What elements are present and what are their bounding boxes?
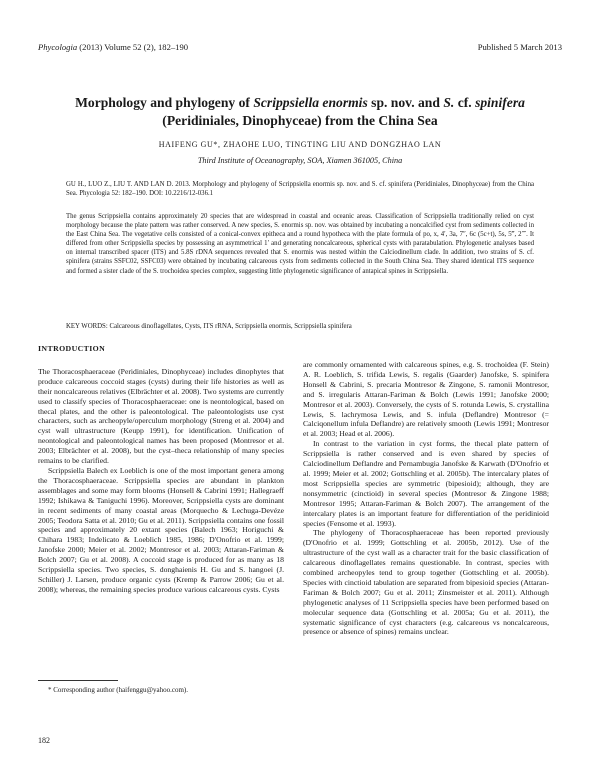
title-species-1: Scrippsiella enormis [253,95,368,110]
keywords-text: Calcareous dinoflagellates, Cysts, ITS rRNA, Scrippsiella enormis, Scrippsiella spinifera [109,323,352,330]
corresponding-author-footnote: * Corresponding author (haifenggu@yahoo.com). [48,686,188,694]
title-prefix: Morphology and phylogeny of [75,95,254,110]
footnote-divider [38,680,118,681]
intro-paragraph-2: Scrippsiella Balech ex Loeblich is one of the most important genera among the Thoracosphaeraceae. Scrippsiella species are abundant in plankton assemblages and some may form blooms (Honsell & Cabrini 1991; Hallegraeff 1992; Ishikawa & Taniguchi 1996). Moreover, Scrippsiella cysts are dominant in recent sediments of many coastal areas (Morquecho & Lechuga-Devéze 2005; Teodora Satta et al. 2010; Gu et al. 2011). Scrippsiella contains one fossil species and approximately 20 extant species (Balech 1963; Horiguchi & Chihara 1983; Indelicato & Loeblich 1985, 1986; D'Onofrio et al. 1999; Janofske 2000; Meier et al. 2002; Montresor et al. 2003; Attaran-Fariman & Bolch 2007; Gu et al. 2008). A coccoid stage is produced for as many as 18 Scrippsiella species. Two species, S. donghaienis H. Gu and S. hangoei (J. Schiller) J. Larsen, produce organic cysts (Kremp & Parrow 2006; Gu et al. 2008); whereas, the remaining species produce various calcareous cysts. Cysts [38,465,284,594]
article-title [40,94,560,130]
title-cf: cf. [454,95,476,110]
title-species-2: S. [443,95,455,110]
left-column [38,344,284,595]
affiliation: Third Institute of Oceanography, SOA, Xiamen 361005, China [197,156,403,165]
journal-name: Phycologia [38,42,78,52]
title-species-3: spinifera [475,95,525,110]
intro-paragraph-1: The Thoracosphaeraceae (Peridiniales, Dinophyceae) includes dinophytes that produce calcareous coccoid stages (cysts) during their life histories as well as their noncalcareous relatives (Elbrächter et al. 2008). Two systems are currently used to classify species of Thoracosphaeraceae: one is neontological, based on thecal plates, and the other is paleontological. The paleontologists use cyst characters, such as archeopyle/operculum morphology (Streng et al. 2004) and cyst wall ultrastructure (Keupp 1991), for identification. Unification of neontological and paleontological names has been proposed (Montresor et al. 2003; Elbrächter et al. 2008), but the cyst–theca relationship of many species remains to be clarified. [38,366,284,466]
keywords [66,322,534,331]
published-date: Published 5 March 2013 [477,42,562,52]
intro-paragraph-3: are commonly ornamented with calcareous spines, e.g. S. trochoidea (F. Stein) A. R. Loeblich, S. trifida Lewis, S. regalis (Gaarder) Janofske, S. spinifera Honsell & Cabrini, S. precaria Montresor & Zingone, S. ramonii Montresor, and S. irregularis Attaran-Fariman & Bolch (Lewis 1991; Janofske 2000; Montresor et al. 2003). Conversely, the cysts of S. rotunda Lewis, S. crystallina Lewis, S. lachrymosa Lewis, and S. infula (Deflandre) Montresor (= Calciqonellum infula Deflandre) are relatively smooth (Lewis 1991; Montresor et al. 2003; Head et al. 2006). [303,360,549,439]
title-line-1 [40,94,560,112]
volume-info: (2013) Volume 52 (2), 182–190 [79,42,189,52]
section-heading-introduction: INTRODUCTION [38,344,106,353]
intro-paragraph-5: The phylogeny of Thoracosphaeraceae has been reported previously (D'Onofrio et al. 1999; Gottschling et al. 2005b, 2012). Use of the ultrastructure of the cyst wall as a character trait for the basic classification of calcareous dinoflagellates remains questionable. In contrast, species with combined archeopyles tend to group together (Gottschling et al. 2005b). Species with cinctioid tabulation are separated from bipesioid species (Attaran-Fariman & Bolch 2007; Gu et al. 2011; Zinsmeister et al. 2011). Although phylogenetic analyses of 11 Scrippsiella species have been performed based on molecular sequence data (Gottschling et al. 2005a; Gu et al. 2011), the systematic significance of cyst characters (e.g. calcareous vs noncalcareous, presence or absence of spines) remains unclear. [303,528,549,637]
abstract: The genus Scrippsiella contains approximately 20 species that are widespread in coastal and oceanic areas. Classification of Scrippsiella traditionally relied on cyst morphology because the plate pattern was rather conserved. A new species, S. enormis sp. nov. was obtained by incubating a noncalcified cyst from sediments collected in the East China Sea. The vegetative cells consisted of a conical-convex epitheca and a round hypotheca with the plate formula of po, x, 4′, 3a, 7″, 6c (5c+t), 5s, 5‴, 2⁗. It differed from other Scrippsiella species by possessing an asymmetrical 1′ and generating noncalcareous, spherical cysts with paratabulation. Phylogenetic analyses based on internal transcribed spacer (ITS) and 5.8S rDNA sequences revealed that S. enormis was nested within the Calciodinellum clade. In addition, two strains of S. cf. spinifera (strains SSFC02, SSFC03) were obtained by incubating calcareous cysts from sediments collected in the South China Sea. They shared identical ITS sequence and formed a sister clade of the S. trochoidea species complex, suggesting little phylogenetic significance of antapical spines in Scrippsiella. [66,213,534,275]
author-list: HAIFENG GU*, ZHAOHE LUO, TINGTING LIU AND DONGZHAO LAN [158,140,442,149]
running-head [38,42,562,52]
right-column [303,360,549,637]
page-number: 182 [38,736,50,745]
citation: GU H., LUO Z., LIU T. AND LAN D. 2013. Morphology and phylogeny of Scrippsiella enormis sp. nov. and S. cf. spinifera (Peridiniales, Dinophyceae) from the China Sea. Phycologia 52: 182–190. DOI: 10.2216/12-036.1 [66,181,534,198]
journal-volume [38,42,188,52]
keywords-label: KEY WORDS: [66,323,108,330]
intro-paragraph-4: In contrast to the variation in cyst forms, the thecal plate pattern of Scrippsiella is rather conserved and is even shared by species of Calciodinellum Deflandre and Pernambugia Janofske & Karwath (D'Onofrio et al. 1999; Meier et al. 2002; Gottschling et al. 2005b). The intercalary plates of most Scrippsiella species are symmetric (bipesioid); although, they are nonsymmetric (cinctioid) in several species (Montresor & Zingone 1988; Montresor 1995; Attaran-Fariman & Bolch 2007). The arrangement of the intercalary plates is an important feature for differentiation of the peridinioid species (Fensome et al. 1993). [303,439,549,528]
title-mid: sp. nov. and [367,95,444,110]
title-line-2: (Peridiniales, Dinophyceae) from the China Sea [162,113,438,128]
